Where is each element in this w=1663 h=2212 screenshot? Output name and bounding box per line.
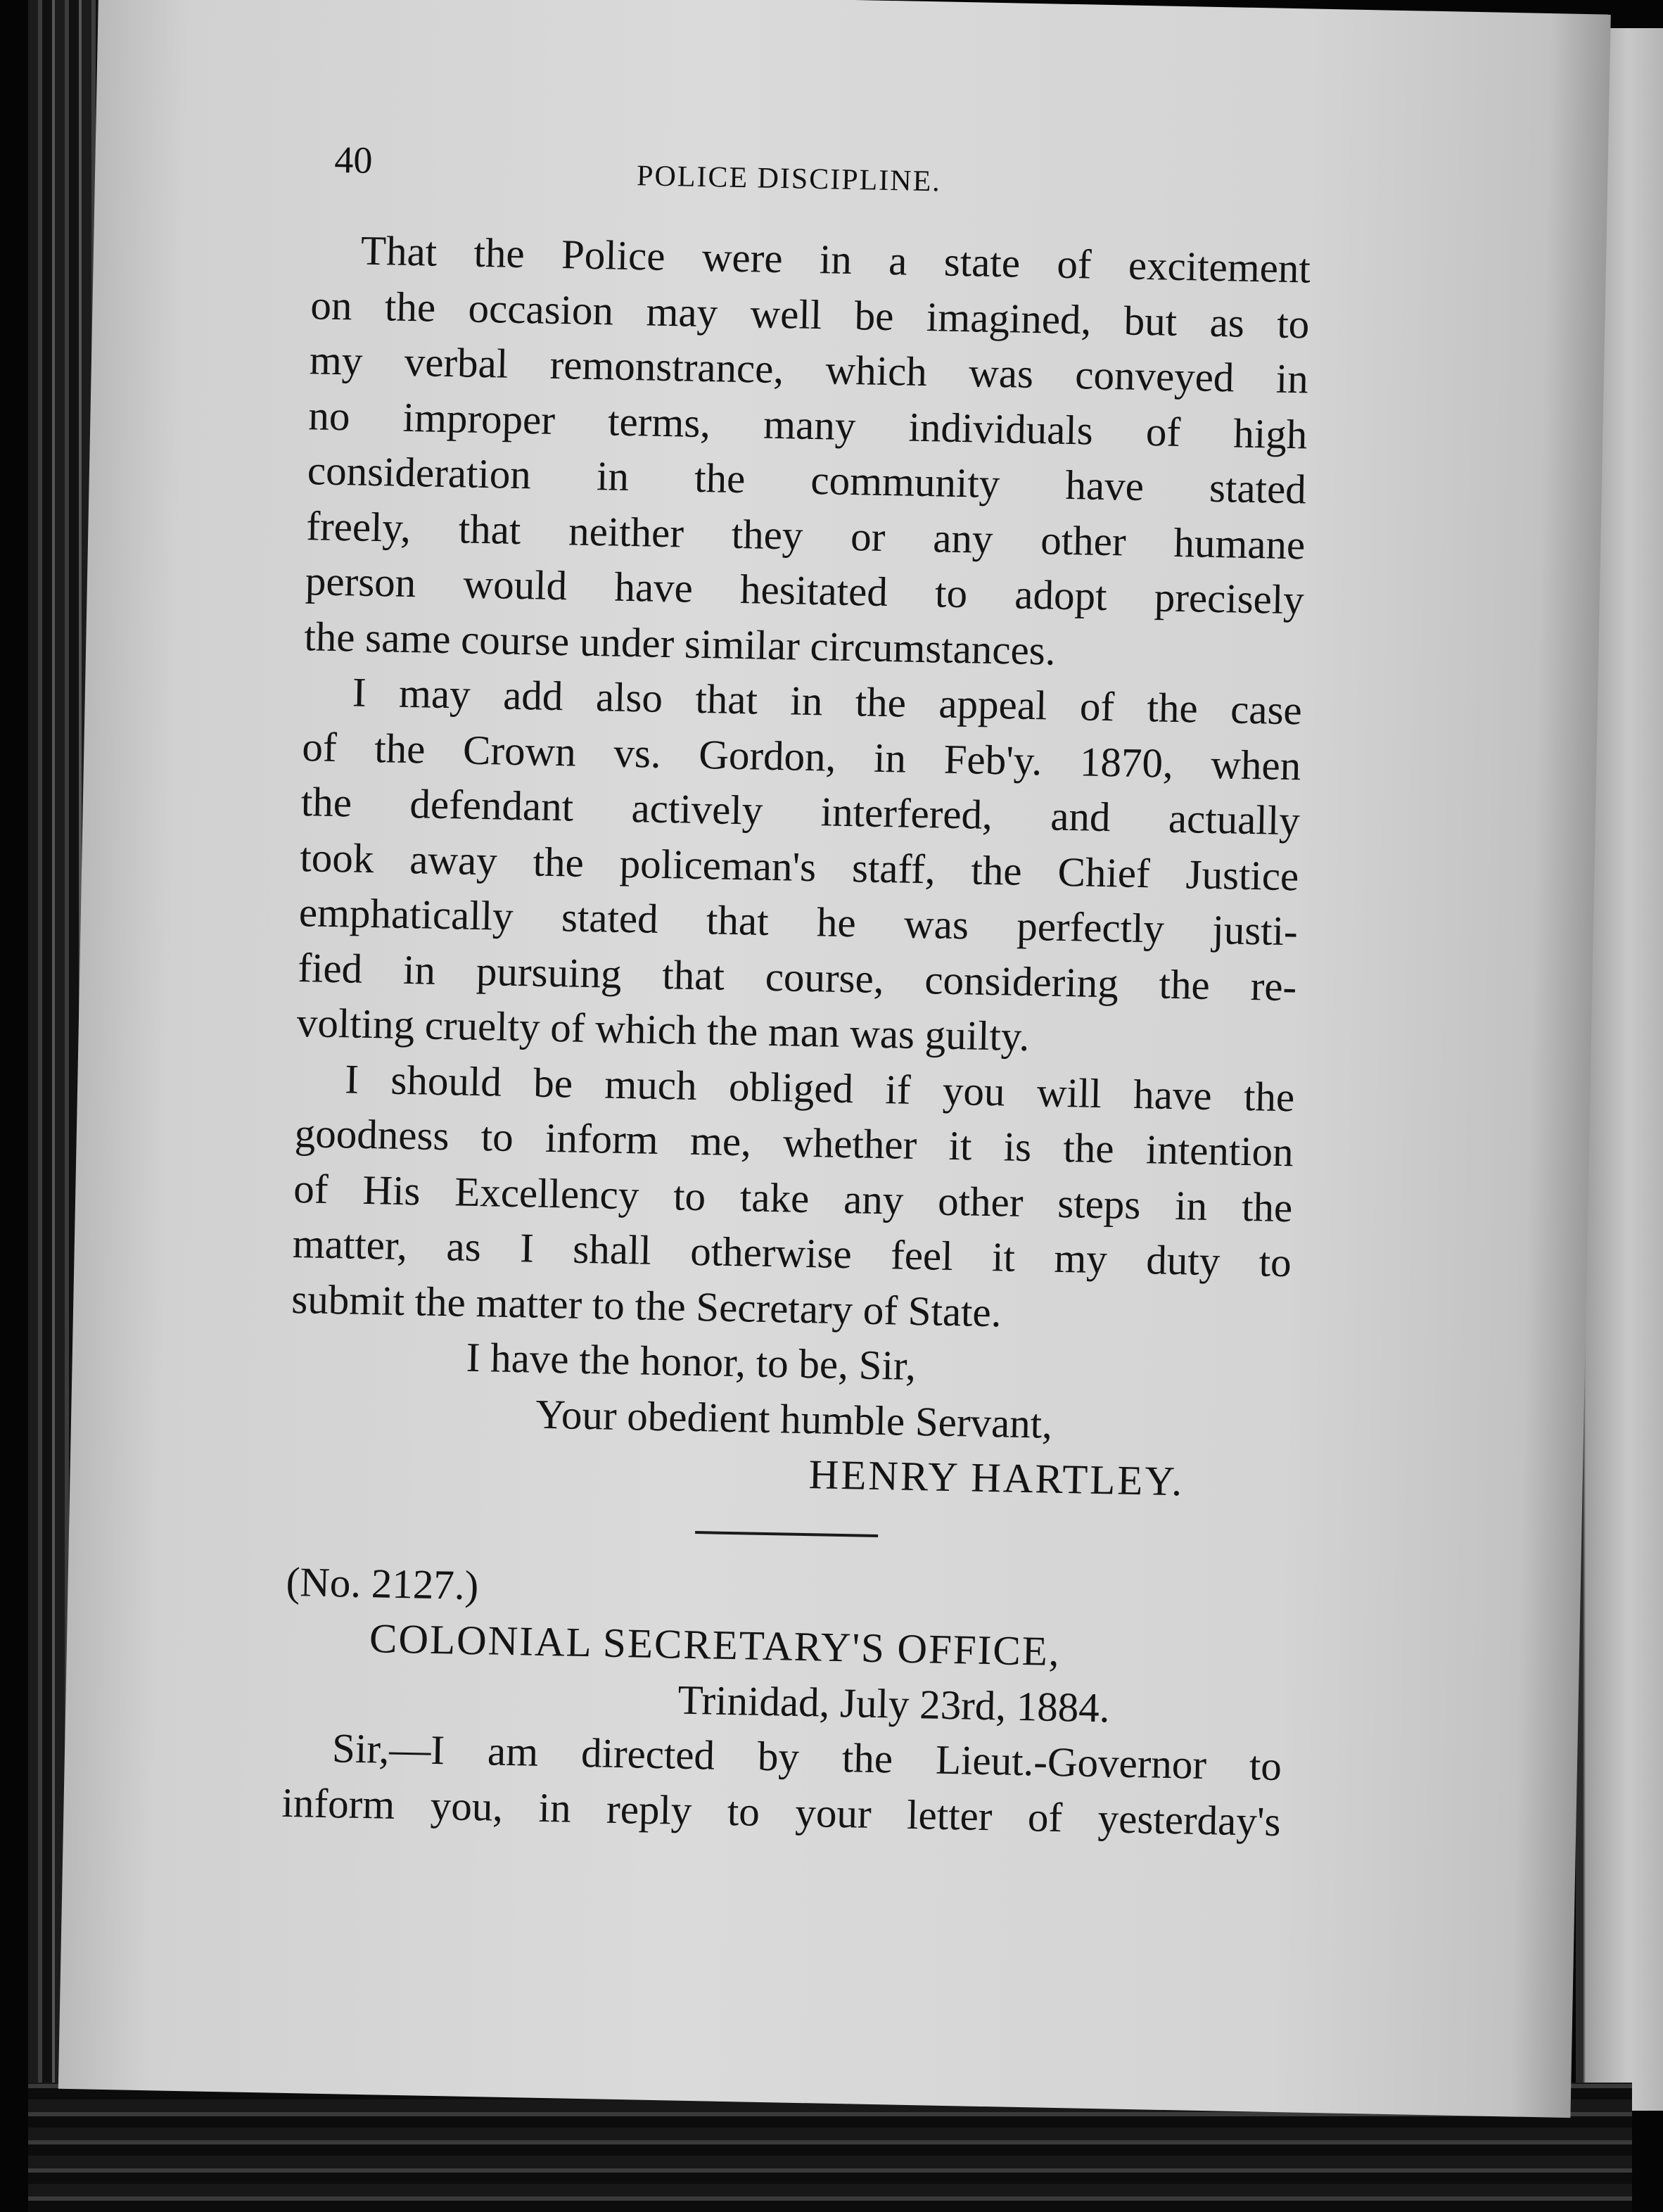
text-line: emphatically stated that he was perfectly justi- xyxy=(298,889,1299,955)
text-line: took away the policeman's staff, the Chief Justice xyxy=(299,833,1299,899)
office-heading: COLONIAL SECRETARY'S OFFICE, xyxy=(369,1615,1062,1675)
signature: HENRY HARTLEY. xyxy=(808,1451,1185,1505)
page-header xyxy=(229,136,1369,214)
text-line: of His Excellency to take any other steps in the xyxy=(293,1164,1293,1231)
text-line: Sir,—I am directed by the Lieut.-Governor to xyxy=(331,1724,1282,1790)
text-line: person would have hesitated to adopt precisely xyxy=(305,557,1305,623)
text-line: submit the matter to the Secretary of State. xyxy=(291,1275,1002,1335)
text-line: fied in pursuing that course, considering the re- xyxy=(297,943,1297,1010)
text-line: of the Crown vs. Gordon, in Feb'y. 1870, when xyxy=(301,723,1301,789)
closing xyxy=(288,1326,1289,1511)
text-line: I may add also that in the appeal of the case xyxy=(352,668,1303,734)
closing-line: Your obedient humble Servant, xyxy=(535,1390,1053,1447)
text-line: no improper terms, many individuals of high xyxy=(307,391,1308,457)
paragraph-3 xyxy=(291,1050,1295,1346)
text-line: inform you, in reply to your letter of yesterday's xyxy=(281,1779,1282,1845)
running-head: POLICE DISCIPLINE. xyxy=(636,160,942,198)
section-divider xyxy=(695,1531,878,1537)
text-line: matter, as I shall otherwise feel it my duty to xyxy=(292,1219,1292,1286)
text-line: the same course under similar circumstances. xyxy=(303,612,1057,674)
dateline: Trinidad, July 23rd, 1884. xyxy=(677,1676,1111,1731)
book-page xyxy=(58,0,1611,2118)
letter-2 xyxy=(281,1553,1285,1849)
paragraph-2 xyxy=(296,663,1302,1069)
document-number: (No. 2127.) xyxy=(286,1558,479,1608)
text-line: volting cruelty of which the man was guilty. xyxy=(296,999,1030,1060)
page-text xyxy=(281,222,1311,1849)
paragraph-1 xyxy=(304,222,1311,682)
page-number: 40 xyxy=(333,138,374,182)
text-line: my verbal remonstrance, which was conveyed in xyxy=(309,336,1309,402)
text-line: That the Police were in a state of excitement xyxy=(360,227,1311,292)
text-line: consideration in the community have stated xyxy=(307,447,1307,513)
text-line: the defendant actively interfered, and actually xyxy=(300,778,1301,844)
closing-line: I have the honor, to be, Sir, xyxy=(466,1333,917,1390)
text-line: freely, that neither they or any other humane xyxy=(305,502,1306,568)
text-line: goodness to inform me, whether it is the intention xyxy=(294,1110,1294,1176)
text-line: on the occasion may well be imagined, but as to xyxy=(310,281,1310,347)
text-line: I should be much obliged if you will have the xyxy=(344,1055,1295,1120)
